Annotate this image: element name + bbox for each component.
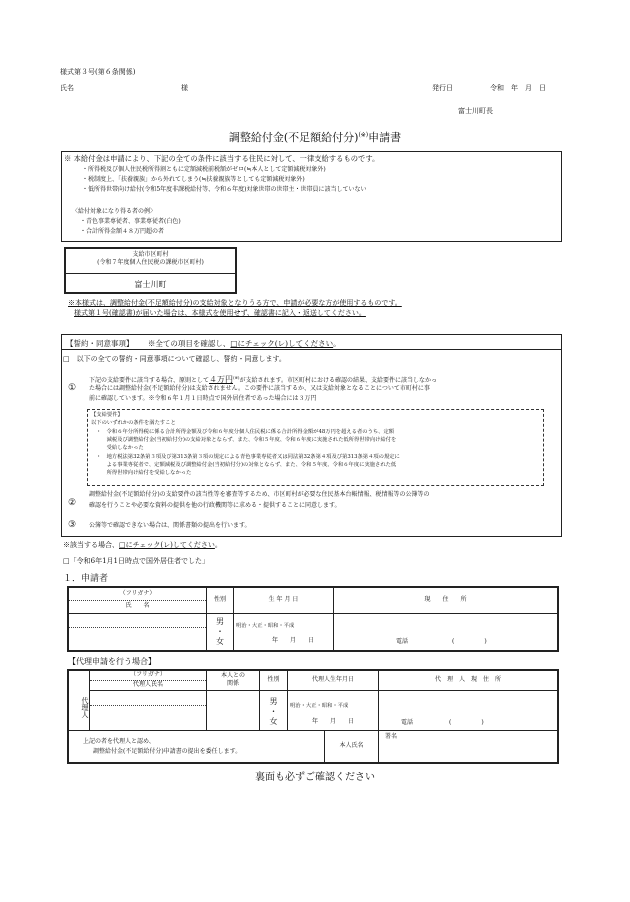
municipality-sublabel: (令和７年度個人住民税の課税市区町村) (97, 258, 204, 266)
name-input[interactable] (69, 614, 207, 650)
sex-field[interactable]: 男 ・ 女 (207, 614, 234, 650)
usage-note-1: ※本様式は、調整給付金(不足額給付分)の支給対象となりうる方で、申請が必要な方が使用するものです。 (68, 299, 402, 307)
birth-header: 生 年 月 日 (234, 588, 334, 614)
section-1-title: １．申請者 (63, 574, 109, 584)
address-header: 現 住 所 (334, 588, 557, 614)
signature-label: 署名 (385, 733, 398, 740)
requirement-line: 受給しなかった (96, 445, 144, 451)
requirement-line: 減税及び調整給付金(当初給付分)の支給対象とならず、また、令和５年度、令和６年度に実施された低所得世帯向け給付を (96, 437, 397, 443)
proxy-address-field[interactable]: 電話 ( ) (379, 691, 557, 731)
check-note: ※該当する場合、□にチェック(レ)してください。 (63, 541, 222, 549)
municipality-label: 支給市区町村 (132, 251, 169, 258)
furigana-label: （フリガナ） (69, 588, 206, 601)
item-1-line-2: た場合には調整給付金(不足額給付分)は支給されません。この要件に該当するか、又は支給対象となることについて市町村に事 (89, 385, 430, 392)
name-label: 氏名 (60, 84, 74, 92)
requirement-line: ・ 令和６年分所得税に係る合計所得金額及び令和６年度分個人住民税に係る合計所得金額が48万円を超える者のうち、定額 (96, 429, 395, 435)
examples-title: 〈給付対象になり得る者の例〉 (72, 208, 157, 215)
requirements-title: 【支給要件】 (91, 412, 123, 418)
example-item: ・青色事業専従者、事業専従者(白色) (80, 218, 181, 225)
issue-date-value: 令和 年 月 日 (490, 84, 546, 92)
notice-item: ・所得税及び個人住民税所得割ともに定額減税前税額がゼロ(≒本人として定額減税対象外) (82, 166, 326, 173)
requirement-line: よる事業専従者で、定額減税及び調整給付金(当初給付分)の対象とならず、また、令和５年度、令和６年度に実施された低 (96, 462, 397, 468)
proxy-name-input[interactable] (90, 691, 207, 731)
requirements-box (87, 409, 544, 486)
proxy-sex-header: 性別 (260, 671, 288, 691)
applicant-table (67, 586, 559, 652)
issuer: 富士川町長 (458, 107, 493, 115)
proxy-side-label: 代理人 (69, 671, 90, 731)
issue-date-label: 発行日 (432, 84, 453, 92)
municipality-value: 富士川町 (134, 280, 167, 289)
back-note: 裏面も必ずご確認ください (255, 772, 375, 783)
proxy-address-header: 代 理 人 現 住 所 (379, 671, 557, 691)
item-3-text: 公簿等で確認できない場合は、関係書類の提出を行います。 (89, 522, 251, 529)
municipality-box (64, 247, 237, 294)
item-2-line-1: 調整給付金(不足額給付分)の支給要件の該当性等を審査等するため、市区町村が必要な住民基本台帳情報、税情報等の公簿等の (89, 491, 430, 498)
notice-item: ・税制度上、「扶養親族」から外れてしまう(≒扶養親族等としても定額減税対象外) (82, 176, 305, 183)
item-2-number: ② (68, 498, 77, 508)
proxy-birth-field[interactable]: 明治・大正・昭和・平成 年 月 日 (288, 691, 379, 731)
principal-name-label: 本人氏名 (324, 731, 379, 762)
agree-all-checkbox[interactable]: □ 以下の全ての誓約・同意事項について確認し、誓約・同意します。 (63, 355, 286, 363)
proxy-name-header: 代理人氏名 (132, 681, 163, 688)
delegate-line-2: 調整給付金(不足額給付分)申請書の提出を委任します。 (93, 748, 242, 755)
notice-item: ・低所得世帯向け給付(令和5年度非課税給付等、令和６年度)対象世帯の世帯主・世帯員に該当していない (82, 186, 367, 193)
proxy-birth-header: 代理人生年月日 (288, 671, 379, 691)
item-3-number: ③ (68, 520, 77, 530)
relation-header: 本人との 関係 (207, 671, 260, 691)
proxy-table (67, 669, 559, 764)
proxy-sex-field[interactable]: 男 ・ 女 (260, 691, 288, 731)
requirements-lead: 以下のいずれかの条件を満たすこと (91, 420, 176, 426)
requirement-line: ・ 地方税法第32条第３項及び第313条第３項の規定による青色事業専従者又は同法第32条第４項及び第313条第４項の規定に (96, 454, 400, 460)
sex-header: 性別 (207, 588, 234, 614)
requirement-line: 所得世帯向け給付を受給しなかった (96, 470, 192, 476)
item-1-line-3: 前に確認しています。※令和６年１月１日時点で国外居住者であった場合には３万円 (89, 395, 317, 402)
sama-label: 様 (181, 84, 188, 92)
delegate-line-1: 上記の者を代理人と認め、 (83, 738, 155, 745)
form-number: 様式第３号(第６条関係) (60, 68, 136, 76)
proxy-furigana-label: （フリガナ） (90, 671, 206, 681)
proxy-title: 【代理申請を行う場合】 (68, 657, 156, 666)
overseas-checkbox[interactable]: □「令和6年1月1日時点で国外居住者でした」 (63, 557, 209, 565)
relation-input[interactable] (207, 691, 260, 731)
notice-box (61, 151, 562, 242)
name-header: 氏 名 (125, 602, 150, 609)
notice-lead: ※ 本給付金は申請により、下記の全ての条件に該当する住民に対して、一律支給するものです。 (64, 154, 380, 163)
birth-field[interactable]: 明治・大正・昭和・平成 年 月 日 (234, 614, 334, 650)
usage-note-2: 様式第１号(確認書)が届いた場合は、本様式を使用せず、確認書に記入・返送してください。 (74, 309, 366, 317)
address-field[interactable]: 電話 ( ) (396, 638, 487, 645)
example-item: ・合計所得金額４８万円超の者 (80, 228, 165, 235)
principal-name-input[interactable] (379, 731, 557, 762)
item-1-line-1: 下記の支給要件に該当する場合、原則として４万円(※)が支給されます。市区町村における確認の結果、支給要件に該当しなかっ (89, 375, 438, 384)
item-2-line-2: 確認を行うことや必要な資料の提供を他の行政機関等に求める・提供することに同意します。 (89, 502, 341, 509)
page-title: 調整給付金(不足額給付分)(※)申請書 (228, 131, 402, 144)
item-1-number: ① (68, 383, 77, 393)
pledge-header: 【誓約・同意事項】 ※全ての項目を確認し、□にチェック(レ)してください。 (66, 339, 341, 348)
